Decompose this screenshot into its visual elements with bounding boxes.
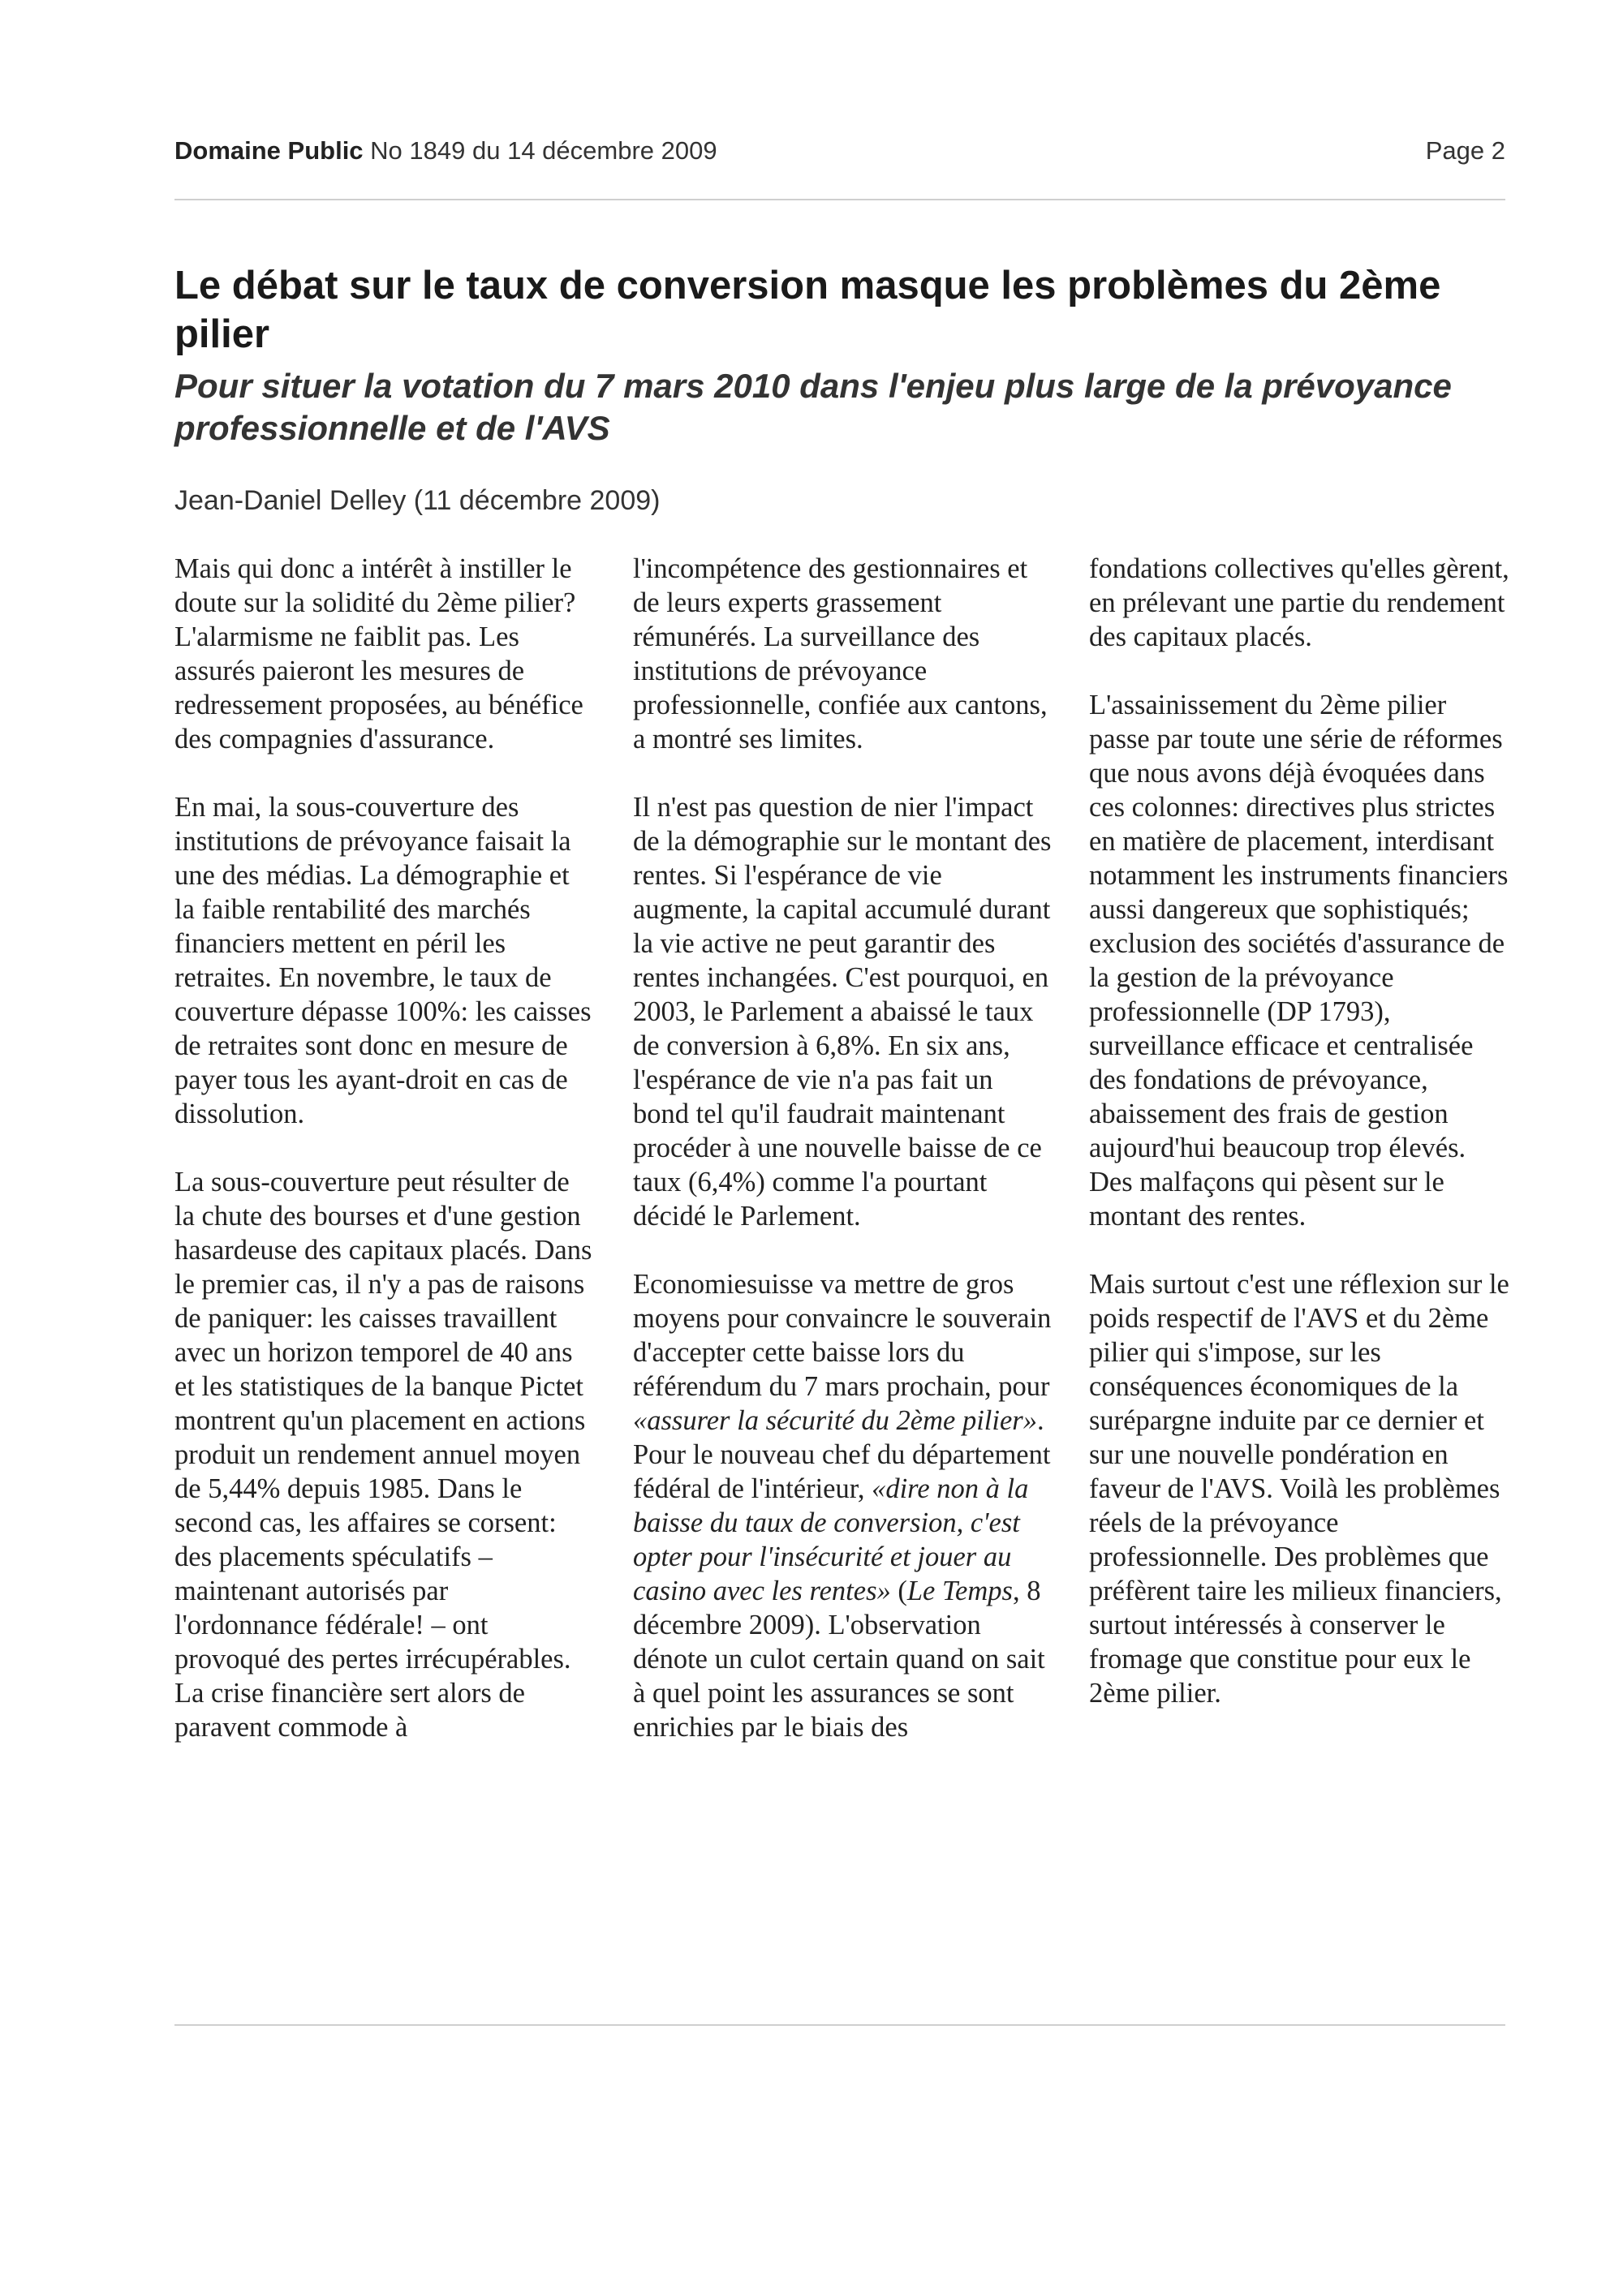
column-2 <box>633 552 1055 1744</box>
paragraph: En mai, la sous-couverture des institutions de prévoyance faisait la une des médias. La démographie et la faible rentabilité des marchés financiers mettent en péril les retraites. En novembre, le taux de couverture dépasse 100%: les caisses de retraites sont donc en mesure de payer tous les ayant-droit en cas de dissolution. <box>174 792 592 1129</box>
quote-economiesuisse: «assurer la sécurité du 2ème pilier» <box>633 1405 1037 1436</box>
article-title: Le débat sur le taux de conversion masque les problèmes du 2ème pilier <box>174 264 1441 356</box>
paragraph: l'incompétence des gestionnaires et de leurs experts grassement rémunérés. La surveillance des institutions de prévoyance professionnelle, confiée aux cantons, a montré ses limites. <box>633 553 1048 755</box>
footer-divider <box>174 2024 1505 2026</box>
paragraph: La sous-couverture peut résulter de la chute des bourses et d'une gestion hasardeuse des capitaux placés. Dans le premier cas, il n'y a pas de raisons de paniquer: les caisses travaillent avec un horizon temporel de 40 ans et les statistiques de la banque Pictet montrent qu'un placement en actions produit un rendement annuel moyen de 5,44% depuis 1985. Dans le second cas, les affaires se corsent: des placements spéculatifs – maintenant autorisés par l'ordonnance fédérale! – ont provoqué des pertes irrécupérables. La crise financière sert alors de paravent commode à <box>174 1167 592 1743</box>
quote-chef-departement: «dire non à la baisse du taux de conversion, c'est opter pour l'insécurité et jouer au casino avec les rentes» <box>633 1473 1029 1606</box>
article-body <box>174 552 1509 1996</box>
source-le-temps: Le Temps <box>906 1576 1013 1606</box>
article-byline: Jean-Daniel Delley (11 décembre 2009) <box>174 485 661 516</box>
text-run: . Pour le nouveau chef du département fédéral de l'intérieur, <box>633 1405 1051 1504</box>
paragraph: Mais surtout c'est une réflexion sur le poids respectif de l'AVS et du 2ème pilier qui s'impose, sur les conséquences économiques de la surépargne induite par ce dernier et sur une nouvelle pondération en faveur de l'AVS. Voilà les problèmes réels de la prévoyance professionnelle. Des problèmes que préfèrent taire les milieux financiers, surtout intéressés à conserver le fromage que constitue pour eux le 2ème pilier. <box>1089 1269 1509 1709</box>
issue-info: No 1849 du 14 décembre 2009 <box>370 136 717 165</box>
text-run: , 8 décembre 2009). L'observation dénote un culot certain quand on sait à quel point les assurances se sont enrichies par le biais des <box>633 1576 1045 1743</box>
paragraph: fondations collectives qu'elles gèrent, en prélevant une partie du rendement des capitaux placés. <box>1089 553 1509 652</box>
column-1 <box>174 552 596 1744</box>
publication-name: Domaine Public <box>174 136 364 165</box>
paragraph <box>633 1267 1055 1744</box>
column-3 <box>1089 552 1511 1710</box>
paragraph: Il n'est pas question de nier l'impact de la démographie sur le montant des rentes. Si l'espérance de vie augmente, la capital accumulé durant la vie active ne peut garantir des rentes inchangées. C'est pourquoi, en 2003, le Parlement a abaissé le taux de conversion à 6,8%. En six ans, l'espérance de vie n'a pas fait un bond tel qu'il faudrait maintenant procéder à une nouvelle baisse de ce taux (6,4%) comme l'a pourtant décidé le Parlement. <box>633 792 1052 1232</box>
paragraph: Mais qui donc a intérêt à instiller le doute sur la solidité du 2ème pilier? L'alarmisme ne faiblit pas. Les assurés paieront les mesures de redressement proposées, au bénéfice des compagnies d'assurance. <box>174 553 583 755</box>
header-divider <box>174 199 1505 200</box>
article-subtitle: Pour situer la votation du 7 mars 2010 dans l'enjeu plus large de la prévoyance professionnelle et de l'AVS <box>174 367 1452 447</box>
text-run: ( <box>890 1576 907 1606</box>
header-publication-info <box>174 136 717 166</box>
page-number: Page 2 <box>1425 136 1505 165</box>
paragraph: L'assainissement du 2ème pilier passe par toute une série de réformes que nous avons déjà évoquées dans ces colonnes: directives plus strictes en matière de placement, interdisant notamment les instruments financiers aussi dangereux que sophistiqués; exclusion des sociétés d'assurance de la gestion de la prévoyance professionnelle (DP 1793), surveillance efficace et centralisée des fondations de prévoyance, abaissement des frais de gestion aujourd'hui beaucoup trop élevés. Des malfaçons qui pèsent sur le montant des rentes. <box>1089 690 1509 1232</box>
page-header <box>174 130 1505 170</box>
text-run: Economiesuisse va mettre de gros moyens pour convaincre le souverain d'accepter cette baisse lors du référendum du 7 mars prochain, pour <box>633 1269 1052 1402</box>
